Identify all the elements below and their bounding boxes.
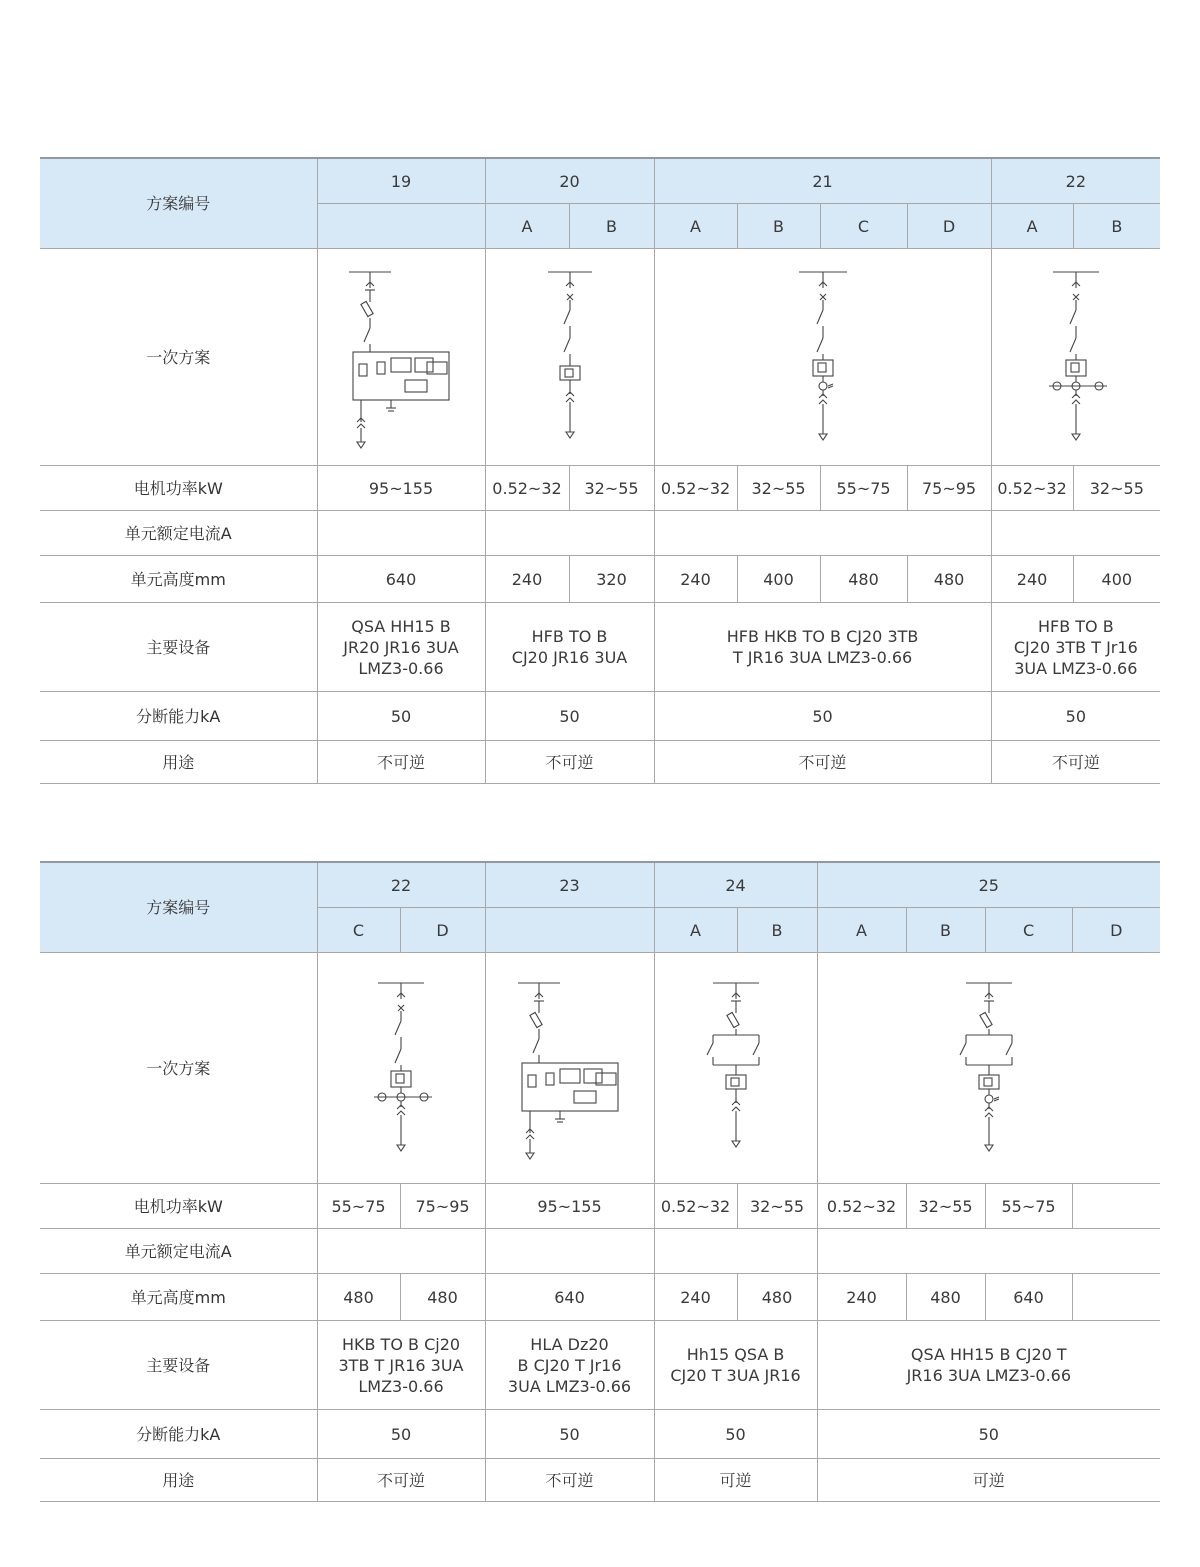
- equipment-row: [40, 1321, 1160, 1410]
- power-cell: 32~55: [569, 466, 654, 511]
- equipment-line: 3UA LMZ3-0.66: [507, 1376, 632, 1396]
- circuit-diagram-icon: [691, 973, 781, 1163]
- usage-cell: 可逆: [817, 1459, 1160, 1502]
- diagram-25: [817, 953, 1160, 1184]
- power-cell: 55~75: [317, 1184, 400, 1229]
- current-cell: [991, 511, 1160, 556]
- diagram-24: [654, 953, 817, 1184]
- height-cell: 240: [991, 556, 1073, 603]
- scheme-table-1: [40, 157, 1160, 784]
- row-label-usage: 用途: [40, 741, 317, 784]
- row-label-breaking: 分断能力kA: [40, 1410, 317, 1459]
- current-row: [40, 1229, 1160, 1274]
- scheme-24: 24: [654, 862, 817, 908]
- power-cell: 0.52~32: [654, 466, 737, 511]
- height-cell: [1072, 1274, 1160, 1321]
- power-cell: 0.52~32: [485, 466, 569, 511]
- usage-cell: 不可逆: [485, 1459, 654, 1502]
- power-cell: 75~95: [400, 1184, 485, 1229]
- height-cell: 240: [485, 556, 569, 603]
- scheme-25: 25: [817, 862, 1160, 908]
- power-cell: 32~55: [906, 1184, 985, 1229]
- power-cell: 95~155: [317, 466, 485, 511]
- power-cell: 95~155: [485, 1184, 654, 1229]
- row-label-primary: 一次方案: [40, 953, 317, 1184]
- variant-21a: A: [654, 204, 737, 249]
- usage-row: [40, 741, 1160, 784]
- variant-23: [485, 908, 654, 953]
- power-row: [40, 1184, 1160, 1229]
- equipment-line: LMZ3-0.66: [358, 1376, 444, 1396]
- row-label-current: 单元额定电流A: [40, 1229, 317, 1274]
- equipment-line: CJ20 JR16 3UA: [511, 648, 628, 667]
- power-cell: [1072, 1184, 1160, 1229]
- breaking-cell: 50: [654, 1410, 817, 1459]
- variant-21c: C: [820, 204, 907, 249]
- row-label-height: 单元高度mm: [40, 556, 317, 603]
- breaking-cell: 50: [991, 692, 1160, 741]
- equipment-cell: [991, 603, 1160, 692]
- header-row-schemes: [40, 862, 1160, 908]
- variant-21d: D: [907, 204, 991, 249]
- scheme-21: 21: [654, 158, 991, 204]
- height-cell: 400: [1073, 556, 1160, 603]
- usage-cell: 不可逆: [991, 741, 1160, 784]
- usage-row: [40, 1459, 1160, 1502]
- breaking-cell: 50: [317, 1410, 485, 1459]
- variant-24b: B: [737, 908, 817, 953]
- diagram-20: [485, 249, 654, 466]
- variant-22a: A: [991, 204, 1073, 249]
- row-label-power: 电机功率kW: [40, 1184, 317, 1229]
- current-cell: [654, 1229, 817, 1274]
- height-cell: 640: [985, 1274, 1072, 1321]
- height-cell: 400: [737, 556, 820, 603]
- height-cell: 240: [817, 1274, 906, 1321]
- equipment-cell: [317, 603, 485, 692]
- power-cell: 55~75: [985, 1184, 1072, 1229]
- scheme-19: 19: [317, 158, 485, 204]
- breaking-cell: 50: [485, 692, 654, 741]
- row-label-height: 单元高度mm: [40, 1274, 317, 1321]
- usage-cell: 不可逆: [317, 741, 485, 784]
- row-label-scheme-no: 方案编号: [40, 862, 317, 953]
- current-cell: [317, 511, 485, 556]
- variant-25d: D: [1072, 908, 1160, 953]
- height-cell: 480: [907, 556, 991, 603]
- breaking-cell: 50: [485, 1410, 654, 1459]
- height-cell: 320: [569, 556, 654, 603]
- row-label-primary: 一次方案: [40, 249, 317, 466]
- variant-25b: B: [906, 908, 985, 953]
- equipment-line: HFB HKB TO B CJ20 3TB: [726, 627, 919, 646]
- height-cell: 480: [906, 1274, 985, 1321]
- height-cell: 480: [317, 1274, 400, 1321]
- equipment-line: 3TB T JR16 3UA: [338, 1355, 464, 1375]
- height-row: [40, 1274, 1160, 1321]
- variant-25a: A: [817, 908, 906, 953]
- power-cell: 32~55: [737, 1184, 817, 1229]
- circuit-diagram-icon: [944, 973, 1034, 1163]
- current-row: [40, 511, 1160, 556]
- circuit-diagram-icon: [500, 973, 640, 1163]
- breaking-cell: 50: [817, 1410, 1160, 1459]
- primary-scheme-row: [40, 249, 1160, 466]
- power-cell: 0.52~32: [817, 1184, 906, 1229]
- equipment-line: JR16 3UA LMZ3-0.66: [906, 1366, 1072, 1385]
- power-cell: 0.52~32: [991, 466, 1073, 511]
- usage-cell: 不可逆: [485, 741, 654, 784]
- breaking-cell: 50: [654, 692, 991, 741]
- breaking-row: [40, 692, 1160, 741]
- row-label-equipment: 主要设备: [40, 1321, 317, 1410]
- height-cell: 480: [820, 556, 907, 603]
- equipment-cell: [317, 1321, 485, 1410]
- power-cell: 32~55: [737, 466, 820, 511]
- current-cell: [817, 1229, 1160, 1274]
- equipment-line: LMZ3-0.66: [358, 658, 444, 678]
- diagram-22: [991, 249, 1160, 466]
- equipment-cell: [817, 1321, 1160, 1410]
- current-cell: [485, 511, 654, 556]
- equipment-line: 3UA LMZ3-0.66: [1014, 658, 1138, 678]
- variant-22c: C: [317, 908, 400, 953]
- circuit-diagram-icon: [356, 973, 446, 1163]
- equipment-line: CJ20 3TB T Jr16: [1013, 637, 1138, 657]
- circuit-diagram-icon: [783, 262, 863, 452]
- equipment-cell: [485, 1321, 654, 1410]
- power-cell: 75~95: [907, 466, 991, 511]
- variant-19: [317, 204, 485, 249]
- row-label-equipment: 主要设备: [40, 603, 317, 692]
- current-cell: [654, 511, 991, 556]
- equipment-line: QSA HH15 B CJ20 T: [910, 1345, 1067, 1364]
- variant-22d: D: [400, 908, 485, 953]
- usage-cell: 不可逆: [317, 1459, 485, 1502]
- breaking-cell: 50: [317, 692, 485, 741]
- row-label-current: 单元额定电流A: [40, 511, 317, 556]
- equipment-line: T JR16 3UA LMZ3-0.66: [732, 648, 913, 667]
- scheme-23: 23: [485, 862, 654, 908]
- current-cell: [317, 1229, 485, 1274]
- height-cell: 240: [654, 556, 737, 603]
- equipment-line: HFB TO B: [531, 627, 608, 646]
- equipment-line: JR20 JR16 3UA: [343, 637, 459, 657]
- diagram-19: [317, 249, 485, 466]
- height-cell: 640: [485, 1274, 654, 1321]
- scheme-22: 22: [317, 862, 485, 908]
- height-cell: 640: [317, 556, 485, 603]
- circuit-diagram-icon: [530, 262, 610, 452]
- height-cell: 480: [737, 1274, 817, 1321]
- equipment-cell: [485, 603, 654, 692]
- row-label-power: 电机功率kW: [40, 466, 317, 511]
- current-cell: [485, 1229, 654, 1274]
- equipment-line: QSA HH15 B: [351, 616, 451, 636]
- row-label-scheme-no: 方案编号: [40, 158, 317, 249]
- equipment-line: HLA Dz20: [530, 1334, 609, 1354]
- equipment-line: HKB TO B Cj20: [341, 1334, 461, 1354]
- equipment-cell: [654, 603, 991, 692]
- row-label-usage: 用途: [40, 1459, 317, 1502]
- circuit-diagram-icon: [331, 262, 471, 452]
- variant-21b: B: [737, 204, 820, 249]
- equipment-row: [40, 603, 1160, 692]
- power-cell: 55~75: [820, 466, 907, 511]
- equipment-line: HFB TO B: [1037, 616, 1114, 636]
- row-label-breaking: 分断能力kA: [40, 692, 317, 741]
- equipment-line: CJ20 T 3UA JR16: [670, 1366, 801, 1385]
- variant-24a: A: [654, 908, 737, 953]
- height-cell: 240: [654, 1274, 737, 1321]
- height-row: [40, 556, 1160, 603]
- diagram-21: [654, 249, 991, 466]
- breaking-row: [40, 1410, 1160, 1459]
- diagram-23: [485, 953, 654, 1184]
- usage-cell: 不可逆: [654, 741, 991, 784]
- variant-25c: C: [985, 908, 1072, 953]
- scheme-table-2: [40, 861, 1160, 1502]
- equipment-line: Hh15 QSA B: [686, 1345, 785, 1364]
- power-cell: 32~55: [1073, 466, 1160, 511]
- header-row-schemes: [40, 158, 1160, 204]
- height-cell: 480: [400, 1274, 485, 1321]
- variant-22b: B: [1073, 204, 1160, 249]
- circuit-diagram-icon: [1031, 262, 1121, 452]
- diagram-22cd: [317, 953, 485, 1184]
- equipment-line: B CJ20 T Jr16: [517, 1355, 622, 1375]
- scheme-22: 22: [991, 158, 1160, 204]
- usage-cell: 可逆: [654, 1459, 817, 1502]
- variant-20a: A: [485, 204, 569, 249]
- scheme-20: 20: [485, 158, 654, 204]
- primary-scheme-row: [40, 953, 1160, 1184]
- equipment-cell: [654, 1321, 817, 1410]
- power-row: [40, 466, 1160, 511]
- variant-20b: B: [569, 204, 654, 249]
- power-cell: 0.52~32: [654, 1184, 737, 1229]
